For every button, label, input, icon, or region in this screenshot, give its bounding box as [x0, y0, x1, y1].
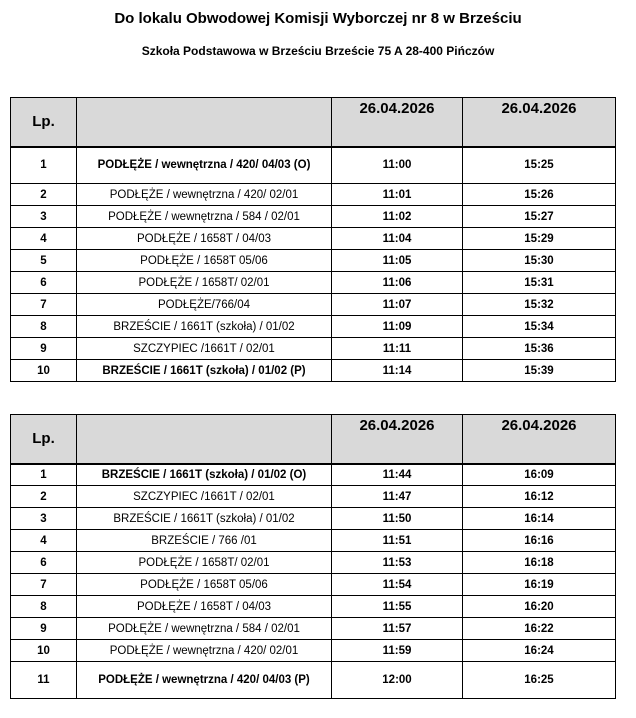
page-subtitle: Szkoła Podstawowa w Brześciu Brzeście 75 A 28-400 Pińczów	[141, 44, 495, 58]
row-route: PODŁĘŻE / wewnętrzna / 584 / 02/01	[77, 618, 332, 640]
row-time-1: 11:00	[332, 147, 463, 184]
row-time-2: 16:09	[463, 464, 616, 486]
table-header-row	[11, 415, 616, 464]
row-time-2: 16:14	[463, 508, 616, 530]
row-route: BRZEŚCIE / 1661T (szkoła) / 01/02	[77, 508, 332, 530]
row-time-1: 11:44	[332, 464, 463, 486]
row-number: 6	[11, 272, 77, 294]
row-route: PODŁĘŻE/766/04	[77, 294, 332, 316]
table-row	[11, 574, 616, 596]
row-route: SZCZYPIEC /1661T / 02/01	[77, 486, 332, 508]
row-route: BRZEŚCIE / 1661T (szkoła) / 01/02	[77, 316, 332, 338]
header-route	[77, 415, 332, 464]
table-row	[11, 338, 616, 360]
table-row	[11, 530, 616, 552]
row-time-2: 15:32	[463, 294, 616, 316]
row-time-1: 11:09	[332, 316, 463, 338]
table-row	[11, 640, 616, 662]
row-time-2: 16:22	[463, 618, 616, 640]
row-time-2: 16:16	[463, 530, 616, 552]
row-number: 5	[11, 250, 77, 272]
row-route: BRZEŚCIE / 766 /01	[77, 530, 332, 552]
row-route: BRZEŚCIE / 1661T (szkoła) / 01/02 (P)	[77, 360, 332, 382]
table-row	[11, 618, 616, 640]
row-time-1: 11:47	[332, 486, 463, 508]
row-route: PODŁĘŻE / 1658T / 04/03	[77, 228, 332, 250]
table-row	[11, 552, 616, 574]
row-number: 4	[11, 530, 77, 552]
row-number: 2	[11, 486, 77, 508]
schedule-table-2	[10, 414, 616, 699]
table-row	[11, 250, 616, 272]
row-number: 7	[11, 294, 77, 316]
row-time-1: 11:02	[332, 206, 463, 228]
row-time-2: 16:18	[463, 552, 616, 574]
row-route: BRZEŚCIE / 1661T (szkoła) / 01/02 (O)	[77, 464, 332, 486]
table-row	[11, 147, 616, 184]
row-number: 10	[11, 640, 77, 662]
row-number: 11	[11, 662, 77, 699]
row-time-2: 16:12	[463, 486, 616, 508]
row-route: PODŁĘŻE / 1658T 05/06	[77, 574, 332, 596]
table-row	[11, 228, 616, 250]
row-route: PODŁĘŻE / wewnętrzna / 420/ 04/03 (P)	[77, 662, 332, 699]
row-route: PODŁĘŻE / wewnętrzna / 420/ 04/03 (O)	[77, 147, 332, 184]
row-time-2: 15:26	[463, 184, 616, 206]
row-number: 10	[11, 360, 77, 382]
row-time-1: 11:07	[332, 294, 463, 316]
header-lp: Lp.	[11, 98, 77, 147]
table-row	[11, 486, 616, 508]
row-time-2: 16:24	[463, 640, 616, 662]
row-time-1: 11:06	[332, 272, 463, 294]
header-date-1: 26.04.2026	[332, 98, 463, 147]
row-route: PODŁĘŻE / wewnętrzna / 420/ 02/01	[77, 184, 332, 206]
row-number: 9	[11, 338, 77, 360]
row-time-1: 11:50	[332, 508, 463, 530]
page-title: Do lokalu Obwodowej Komisji Wyborczej nr 8 w Brześciu	[114, 10, 522, 27]
row-time-2: 16:20	[463, 596, 616, 618]
header-lp: Lp.	[11, 415, 77, 464]
table-row	[11, 464, 616, 486]
header-date-2: 26.04.2026	[463, 415, 616, 464]
row-number: 9	[11, 618, 77, 640]
header-date-2: 26.04.2026	[463, 98, 616, 147]
table-row	[11, 272, 616, 294]
table-row	[11, 662, 616, 699]
row-time-2: 15:34	[463, 316, 616, 338]
table-row	[11, 508, 616, 530]
row-number: 1	[11, 147, 77, 184]
row-time-1: 11:55	[332, 596, 463, 618]
row-time-2: 15:27	[463, 206, 616, 228]
header-route	[77, 98, 332, 147]
table-row	[11, 316, 616, 338]
row-route: PODŁĘŻE / wewnętrzna / 584 / 02/01	[77, 206, 332, 228]
row-number: 7	[11, 574, 77, 596]
row-time-2: 15:29	[463, 228, 616, 250]
row-time-1: 11:59	[332, 640, 463, 662]
row-number: 8	[11, 596, 77, 618]
row-time-1: 11:01	[332, 184, 463, 206]
row-number: 6	[11, 552, 77, 574]
row-time-2: 15:36	[463, 338, 616, 360]
row-time-1: 11:57	[332, 618, 463, 640]
row-time-2: 15:31	[463, 272, 616, 294]
row-time-1: 11:53	[332, 552, 463, 574]
row-route: PODŁĘŻE / wewnętrzna / 420/ 02/01	[77, 640, 332, 662]
row-route: PODŁĘŻE / 1658T / 04/03	[77, 596, 332, 618]
row-time-1: 11:54	[332, 574, 463, 596]
row-time-2: 15:30	[463, 250, 616, 272]
row-route: PODŁĘŻE / 1658T/ 02/01	[77, 272, 332, 294]
table-row	[11, 294, 616, 316]
row-route: PODŁĘŻE / 1658T 05/06	[77, 250, 332, 272]
table-row	[11, 360, 616, 382]
row-time-1: 11:51	[332, 530, 463, 552]
row-route: SZCZYPIEC /1661T / 02/01	[77, 338, 332, 360]
row-time-2: 15:39	[463, 360, 616, 382]
row-number: 1	[11, 464, 77, 486]
row-time-1: 11:04	[332, 228, 463, 250]
table-row	[11, 206, 616, 228]
row-number: 2	[11, 184, 77, 206]
row-number: 8	[11, 316, 77, 338]
header-date-1: 26.04.2026	[332, 415, 463, 464]
row-time-1: 11:11	[332, 338, 463, 360]
row-time-1: 11:05	[332, 250, 463, 272]
table-row	[11, 596, 616, 618]
row-number: 4	[11, 228, 77, 250]
schedule-table-1	[10, 97, 616, 382]
row-time-2: 15:25	[463, 147, 616, 184]
row-number: 3	[11, 508, 77, 530]
table-header-row	[11, 98, 616, 147]
row-time-1: 12:00	[332, 662, 463, 699]
row-time-2: 16:25	[463, 662, 616, 699]
row-time-1: 11:14	[332, 360, 463, 382]
table-row	[11, 184, 616, 206]
row-time-2: 16:19	[463, 574, 616, 596]
row-number: 3	[11, 206, 77, 228]
row-route: PODŁĘŻE / 1658T/ 02/01	[77, 552, 332, 574]
